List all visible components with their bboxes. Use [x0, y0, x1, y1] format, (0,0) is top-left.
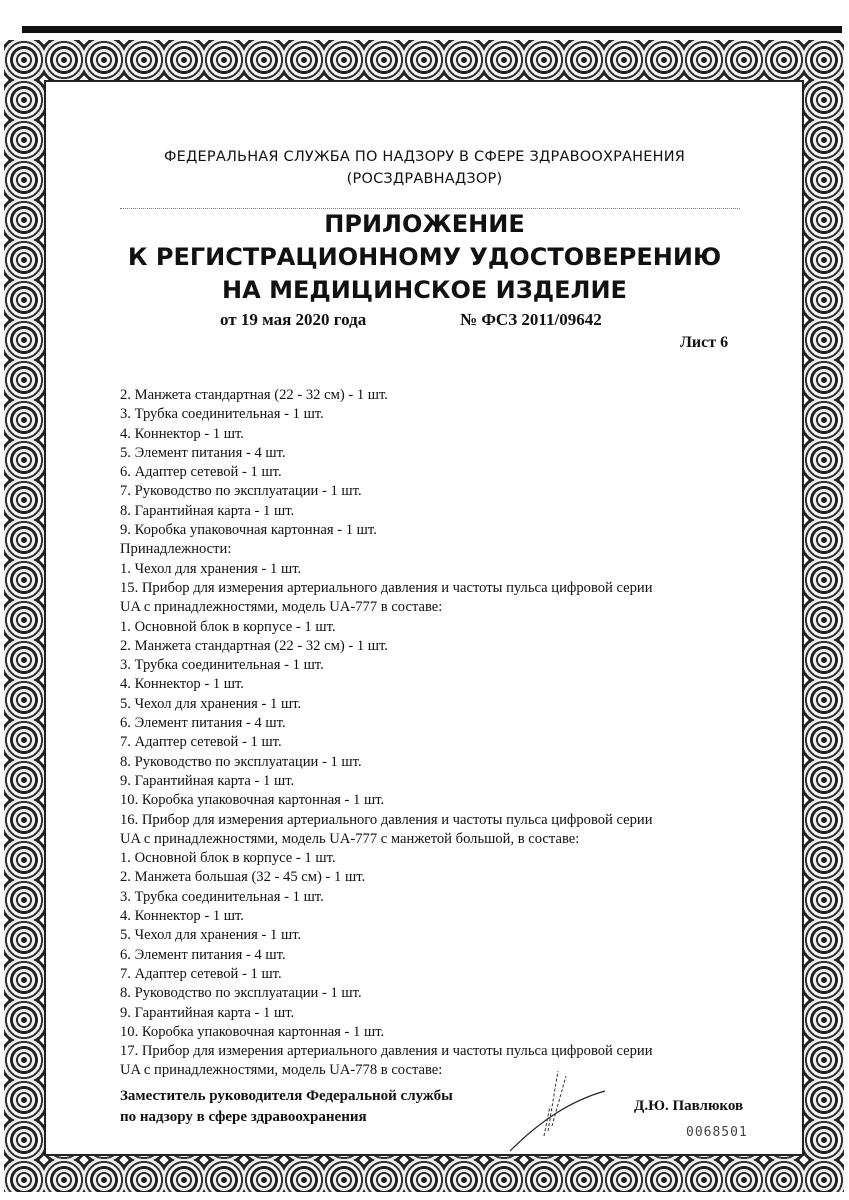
signature-icon	[500, 1066, 610, 1156]
body-line: 15. Прибор для измерения артериального давления и частоты пульса цифровой серии	[120, 579, 653, 596]
body-line: 7. Руководство по эксплуатации - 1 шт.	[120, 483, 362, 500]
document-title	[0, 208, 849, 307]
document-date: от 19 мая 2020 года	[220, 310, 367, 329]
body-line: 5. Элемент питания - 4 шт.	[120, 444, 286, 461]
body-line: 9. Гарантийная карта - 1 шт.	[120, 772, 295, 789]
body-line: 7. Адаптер сетевой - 1 шт.	[120, 734, 282, 751]
body-line: 3. Трубка соединительная - 1 шт.	[120, 657, 324, 674]
body-line: 4. Коннектор - 1 шт.	[120, 908, 244, 925]
body-line: 1. Основной блок в корпусе - 1 шт.	[120, 850, 336, 867]
agency-name: ФЕДЕРАЛЬНАЯ СЛУЖБА ПО НАДЗОРУ В СФЕРЕ ЗДРАВООХРАНЕНИЯ	[163, 149, 686, 165]
body-line: 1. Чехол для хранения - 1 шт.	[120, 560, 302, 577]
document-number: № ФСЗ 2011/09642	[460, 310, 602, 329]
sheet-number: Лист 6	[680, 334, 729, 351]
position-line: по надзору в сфере здравоохранения	[120, 1109, 367, 1125]
body-line: 6. Элемент питания - 4 шт.	[120, 715, 286, 732]
body-line: 7. Адаптер сетевой - 1 шт.	[120, 965, 282, 982]
top-border-bar	[22, 26, 842, 33]
signatory-position	[120, 1086, 453, 1128]
body-line: 4. Коннектор - 1 шт.	[120, 425, 244, 442]
body-line: 6. Адаптер сетевой - 1 шт.	[120, 464, 282, 481]
document-body	[120, 386, 760, 1081]
body-line: 2. Манжета стандартная (22 - 32 см) - 1 шт.	[120, 637, 388, 654]
body-line: 4. Коннектор - 1 шт.	[120, 676, 244, 693]
body-line: 17. Прибор для измерения артериального давления и частоты пульса цифровой серии	[120, 1043, 653, 1060]
title-line: ПРИЛОЖЕНИЕ	[324, 210, 525, 238]
title-line: К РЕГИСТРАЦИОННОМУ УДОСТОВЕРЕНИЮ	[127, 243, 722, 271]
body-line: 16. Прибор для измерения артериального давления и частоты пульса цифровой серии	[120, 811, 653, 828]
serial-number: 0068501	[686, 1125, 748, 1140]
body-line: 8. Руководство по эксплуатации - 1 шт.	[120, 753, 362, 770]
body-line: 8. Гарантийная карта - 1 шт.	[120, 502, 295, 519]
body-line: 2. Манжета стандартная (22 - 32 см) - 1 шт.	[120, 387, 388, 403]
signer-name: Д.Ю. Павлюков	[634, 1098, 744, 1114]
body-line: 2. Манжета большая (32 - 45 см) - 1 шт.	[120, 869, 366, 886]
agency-header	[0, 146, 849, 190]
body-line: UA с принадлежностями, модель UA-778 в составе:	[120, 1062, 443, 1079]
body-line: 8. Руководство по эксплуатации - 1 шт.	[120, 985, 362, 1002]
body-line: 9. Гарантийная карта - 1 шт.	[120, 1004, 295, 1021]
body-line: 5. Чехол для хранения - 1 шт.	[120, 927, 302, 944]
body-line: 10. Коробка упаковочная картонная - 1 шт.	[120, 1023, 385, 1040]
body-line: 9. Коробка упаковочная картонная - 1 шт.	[120, 522, 377, 539]
title-line: НА МЕДИЦИНСКОЕ ИЗДЕЛИЕ	[222, 276, 627, 304]
body-line: 3. Трубка соединительная - 1 шт.	[120, 888, 324, 905]
body-line: 6. Элемент питания - 4 шт.	[120, 946, 286, 963]
body-line: 10. Коробка упаковочная картонная - 1 шт.	[120, 792, 385, 809]
agency-short-name: (РОСЗДРАВНАДЗОР)	[346, 171, 503, 187]
position-line: Заместитель руководителя Федеральной службы	[120, 1088, 453, 1104]
body-line: 1. Основной блок в корпусе - 1 шт.	[120, 618, 336, 635]
body-line: 5. Чехол для хранения - 1 шт.	[120, 695, 302, 712]
body-line: UA с принадлежностями, модель UA-777 в составе:	[120, 599, 443, 616]
body-line: Принадлежности:	[120, 541, 232, 558]
body-line: 3. Трубка соединительная - 1 шт.	[120, 406, 324, 423]
body-line: UA с принадлежностями, модель UA-777 с манжетой большой, в составе:	[120, 830, 580, 847]
